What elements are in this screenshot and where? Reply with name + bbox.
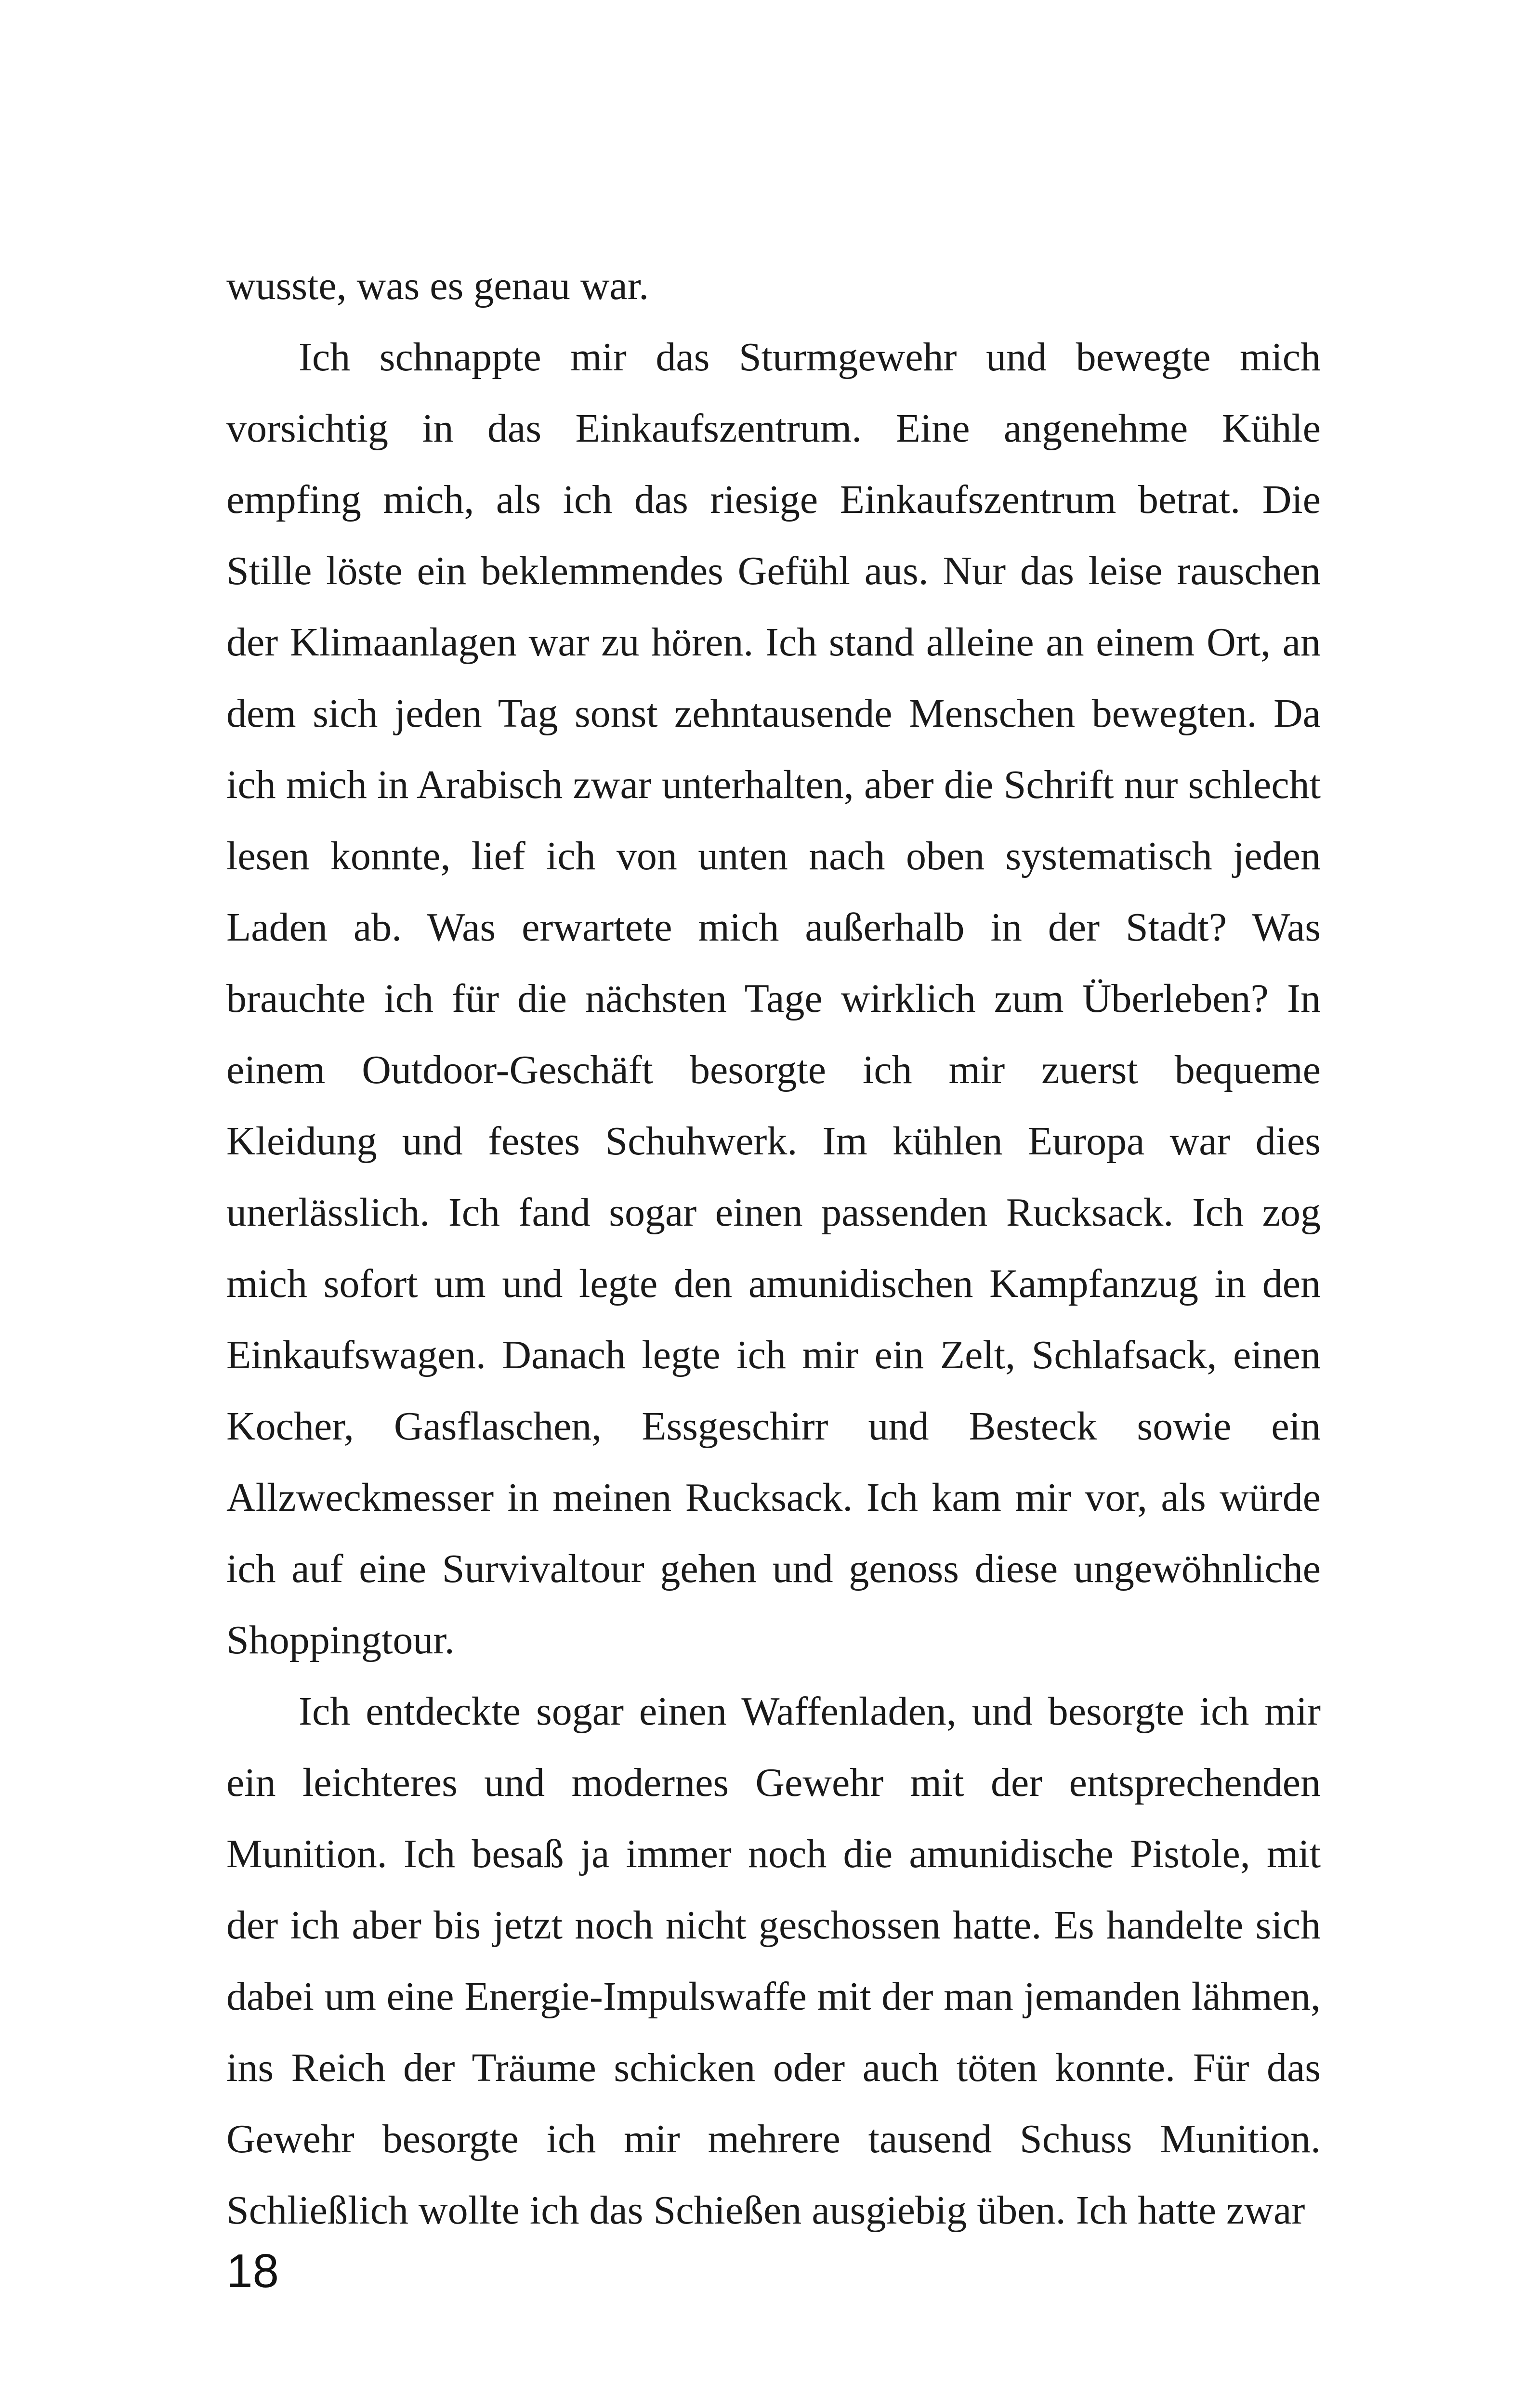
paragraph-continuation: wusste, was es genau war. <box>226 263 649 308</box>
paragraph-shopping: Ich schnappte mir das Sturmgewehr und bewegte mich vorsichtig in das Einkaufszentrum. Eine angenehme Kühle empfing mich, als ich das riesige Einkaufszentrum betrat. Die Stille löste ein beklemmendes Gefühl aus. Nur das leise rauschen der Klimaanlagen war zu hören. Ich stand alleine an einem Ort, an dem sich jeden Tag sonst zehntausende Menschen bewegten. Da ich mich in Arabisch zwar unterhalten, aber die Schrift nur schlecht lesen konnte, lief ich von unten nach oben systematisch jeden Laden ab. Was erwartete mich außerhalb in der Stadt? Was brauchte ich für die nächsten Tage wirklich zum Überleben? In einem Outdoor-Geschäft besorgte ich mir zuerst bequeme Kleidung und festes Schuhwerk. Im kühlen Europa war dies unerlässlich. Ich fand sogar einen passenden Rucksack. Ich zog mich sofort um und legte den amunidischen Kampfanzug in den Einkaufswagen. Danach legte ich mir ein Zelt, Schlafsack, einen Kocher, Gasflaschen, Essgeschirr und Besteck sowie ein Allzweckmesser in meinen Rucksack. Ich kam mir vor, als würde ich auf eine Survivaltour gehen und genoss diese ungewöhnliche Shoppingtour. <box>226 335 1321 1662</box>
body-text <box>226 250 1321 2246</box>
paragraph-weapons: Ich entdeckte sogar einen Waffenladen, und besorgte ich mir ein leichteres und modernes Gewehr mit der entsprechenden Munition. Ich besaß ja immer noch die amunidische Pistole, mit der ich aber bis jetzt noch nicht geschossen hatte. Es handelte sich dabei um eine Energie-Impulswaffe mit der man jemanden lähmen, ins Reich der Träume schicken oder auch töten konnte. Für das Gewehr besorgte ich mir mehrere tausend Schuss Munition. Schließlich wollte ich das Schießen ausgiebig üben. Ich hatte zwar <box>226 1689 1321 2233</box>
page-number: 18 <box>226 2244 279 2297</box>
